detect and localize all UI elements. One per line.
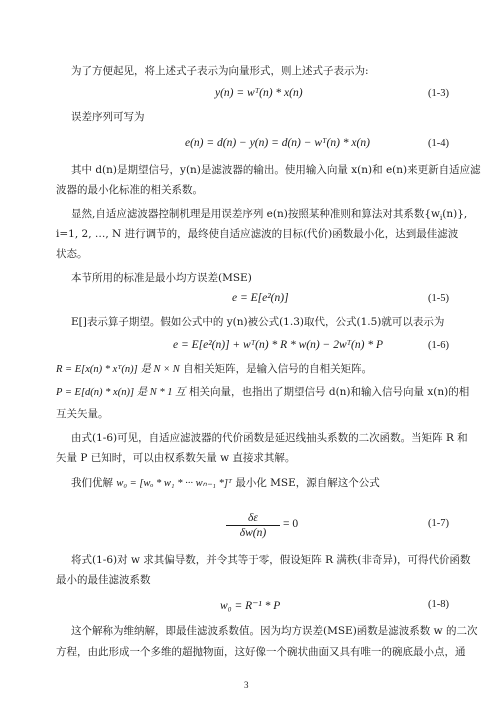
paragraph [56,385,469,400]
inline-equation: R = E[x(n) * xᵀ(n)] 是 N × N [56,364,180,375]
paragraph: 其中 d(n)是期望信号，y(n)是滤波器的输出。使用输入向量 x(n)和 e(n)来更新自适应滤 [71,164,481,176]
equation-1-7-fraction [226,511,280,540]
paragraph: 这个解称为维纳解，即最佳滤波系数值。因为均方误差(MSE)函数是滤波系数 w 的二次 [71,625,478,637]
paragraph: 状态。 [56,248,88,260]
paragraph: 互关矢量。 [56,408,109,420]
equation-1-3: y(n) = wᵀ(n) * x(n) [215,87,303,99]
fraction-denominator: δw(n) [239,527,267,539]
paragraph [71,476,380,491]
subscript: i [440,214,443,223]
paragraph: 方程，由此形成一个多维的超抛物面，这好像一个碗状曲面又具有唯一的碗底最小点，通 [56,646,466,658]
paragraph [71,207,467,225]
paragraph: 由式(1-6)可见，自适应滤波器的代价函数是延迟线抽头系数的二次函数。当矩阵 R 和 [71,432,468,444]
paragraph: 将式(1-6)对 w 求其偏导数，并令其等于零，假设矩阵 R 满秩(非奇异)，可得代价函数 [71,554,471,566]
inline-equation: P = E[d(n) * x(n)] 是 N * 1 互 [56,387,186,398]
inline-equation: w₀ = [wₒ * w₁ * ··· wₙ₋₁ *]ᵀ [116,478,232,489]
text-run: 显然,自适应滤波器控制机理是用误差序列 e(n)按照某种准则和算法对其系数{w [71,208,441,220]
equation-number: (1-5) [428,293,449,304]
equation-1-7-rhs: = 0 [283,518,299,530]
equation-number: (1-4) [428,138,449,149]
equation-1-6: e = E[e²(n)] + wᵀ(n) * R * w(n) − 2wᵀ(n) * P [173,339,383,351]
text-run: (n)}, [442,208,468,220]
equation-number: (1-7) [428,518,449,529]
paragraph [56,362,372,377]
text-run: 自相关矩阵，是输入信号的自相关矩阵。 [183,363,373,375]
text-run: 最小化 MSE，源自解这个公式 [235,477,380,489]
paragraph: 为了方便起见，将上述式子表示为向量形式，则上述式子表示为: [71,65,369,77]
equation-1-8: w₀ = R⁻¹ * P [220,600,281,612]
paragraph: 最小的最佳滤波系数 [56,574,151,586]
text-run: 我们优解 [71,477,113,489]
paragraph: 矢量 P 已知时，可以由权系数矢量 w 直接求其解。 [56,452,296,464]
equation-number: (1-3) [428,88,449,99]
paragraph: i=1, 2, …, N 进行调节的，最终使自适应滤波的目标(代价)函数最小化，达到最佳滤波 [56,228,459,240]
equation-1-4: e(n) = d(n) − y(n) = d(n) − wᵀ(n) * x(n) [185,137,370,149]
paragraph: 本节所用的标准是最小均方误差(MSE) [71,272,252,284]
page-number: 3 [244,680,249,690]
paragraph: 误差序列可写为 [71,111,145,123]
equation-1-5: e = E[e²(n)] [232,292,289,304]
equation-number: (1-6) [428,340,449,351]
paragraph: E[]表示算子期望。假如公式中的 y(n)被公式(1.3)取代，公式(1.5)就可以表示为 [71,316,445,328]
equation-number: (1-8) [428,599,449,610]
paragraph: 波器的最小化标准的相关系数。 [56,184,203,196]
fraction-numerator: δε [226,511,280,526]
text-run: 相关向量，也指出了期望信号 d(n)和输入信号向量 x(n)的相 [189,386,470,398]
